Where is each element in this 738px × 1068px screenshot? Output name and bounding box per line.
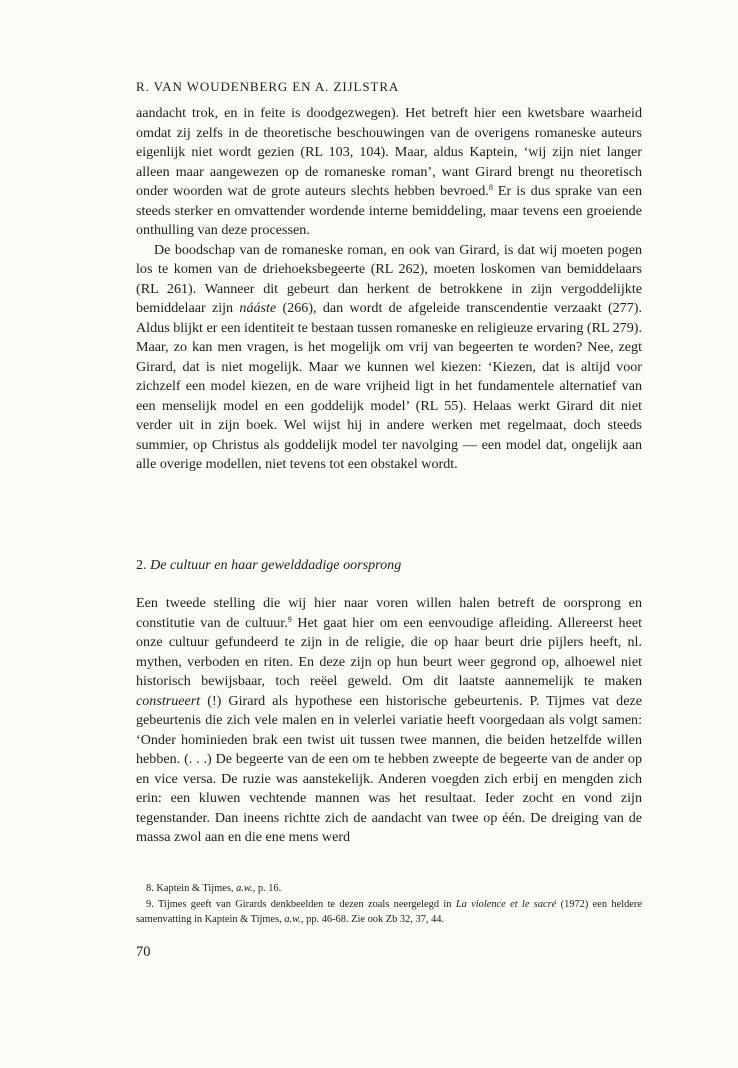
- section-number: 2.: [136, 557, 151, 573]
- section-heading: [136, 556, 642, 576]
- paragraph-3-text-a: Een tweede stelling die wij hier naar voren willen halen betreft de oorsprong en constitutie van de cultuur.: [136, 595, 642, 631]
- paragraph-1-text-a: aandacht trok, en in feite is doodgezwegen). Het betreft hier een kwetsbare waarheid omdat zij zelfs in de theoretische beschouwingen van de overigens romaneske auteurs eigenlijk niet wordt gezien (RL 103, 104). Maar, aldus Kaptein, ‘wij zijn niet langer alleen maar aangewezen op de romaneske roman’, want Girard brengt nu theoretisch onder woorden wat de grote auteurs slechts hebben bevroed.: [136, 105, 642, 199]
- footnote-9-emphasis-2: a.w.: [284, 914, 301, 925]
- paragraph-3: [136, 594, 642, 848]
- footnote-8-emphasis: a.w.: [236, 883, 253, 894]
- footnote-8: [136, 881, 642, 897]
- paragraph-1-text-b: Er is dus sprake van een steeds sterker en omvattender wordende interne bemiddeling, maar tevens een groeiende onthulling van deze processen.: [136, 183, 642, 238]
- paragraph-2-text-a: De boodschap van de romaneske roman, en ook van Girard, is dat wij moeten pogen los te komen van de driehoeksbegeerte (RL 262), moeten loskomen van bemiddelaars (RL 261). Wanneer dit gebeurt dan herkent de betrokkene in zijn vergoddelijkte bemiddelaar zijn: [136, 241, 642, 316]
- footnote-ref-8[interactable]: 8: [488, 183, 493, 192]
- footnotes: [136, 881, 642, 928]
- page-number: 70: [136, 944, 151, 960]
- paragraph-3-text-c: (!) Girard als hypothese een historische gebeurtenis. P. Tijmes vat deze gebeurtenis die zich vele malen en in velerlei variatie heeft voorgedaan als volgt samen: ‘Onder hominieden brak een twist uit tussen twee mannen, die beiden hetzelfde willen hebben. (. . .) De begeerte van de een om te hebben zweepte de begeerte van de ander op en vice versa. De ruzie was aanstekelijk. Anderen voegden zich erbij en mengden zich erin: een kluwen vechtende mannen was het resultaat. Ieder zocht en vond zijn tegenstander. Dan ineens richtte zich de aandacht van twee op één. De dreiging van de massa zwol aan en die ene mens werd: [136, 692, 642, 845]
- paragraph-2-text-b: (266), dan wordt de afgeleide transcendentie verzaakt (277). Aldus blijkt er een identiteit te bestaan tussen romaneske en religieuze ervaring (RL 279). Maar, zo kan men vragen, is het mogelijk om vrij van begeerten te worden? Nee, zegt Girard, dat is niet mogelijk. Maar we kunnen wel kiezen: ‘Kiezen, dat is altijd voor zichzelf een model kiezen, en de ware vrijheid ligt in het fundamentele alternatief van een menselijk model en een goddelijk model’ (RL 55). Helaas werkt Girard dit niet verder uit in zijn boek. Wel wijst hij in andere werken met regelmaat, doch steeds summier, op Christus als goddelijk model ter navolging — een model dat, ongelijk aan alle overige modellen, niet tevens tot een obstakel wordt.: [136, 300, 642, 472]
- footnote-8-text-a: 8. Kaptein & Tijmes,: [146, 883, 237, 894]
- footnote-9-text-c: , pp. 46-68. Zie ook Zb 32, 37, 44.: [300, 914, 445, 925]
- footnote-9: [136, 897, 642, 928]
- paragraph-3-emphasis: construeert: [136, 692, 201, 709]
- footnote-ref-9[interactable]: 9: [287, 614, 292, 624]
- footnote-9-text-a: 9. Tijmes geeft van Girards denkbeelden te dezen zoals neergelegd in: [146, 898, 456, 910]
- paragraph-1: [136, 104, 642, 241]
- footnote-9-emphasis: La violence et le sacré: [455, 898, 557, 910]
- footnote-9-text-b: (1972) een heldere samenvatting in Kaptein & Tijmes,: [136, 898, 642, 925]
- footnote-8-text-b: , p. 16.: [252, 883, 282, 894]
- paragraph-2: [136, 241, 642, 475]
- section-title: De cultuur en haar gewelddadige oorsprong: [150, 557, 402, 573]
- running-head: R. VAN WOUDENBERG EN A. ZIJLSTRA: [136, 79, 400, 94]
- paragraph-2-emphasis: nááste: [239, 300, 277, 316]
- paragraph-3-text-b: Het gaat hier om een eenvoudige afleiding. Allereerst heet onze cultuur gefundeerd te zijn in de religie, die op haar beurt drie pijlers heeft, nl. mythen, verboden en riten. En deze zijn op hun beurt weer gegrond op, alhoewel niet historisch bewijsbaar, toch reëel geweld. Om dit laatste aannemelijk te maken: [136, 614, 642, 689]
- body-text: [136, 104, 642, 475]
- section-2-body: [136, 594, 642, 848]
